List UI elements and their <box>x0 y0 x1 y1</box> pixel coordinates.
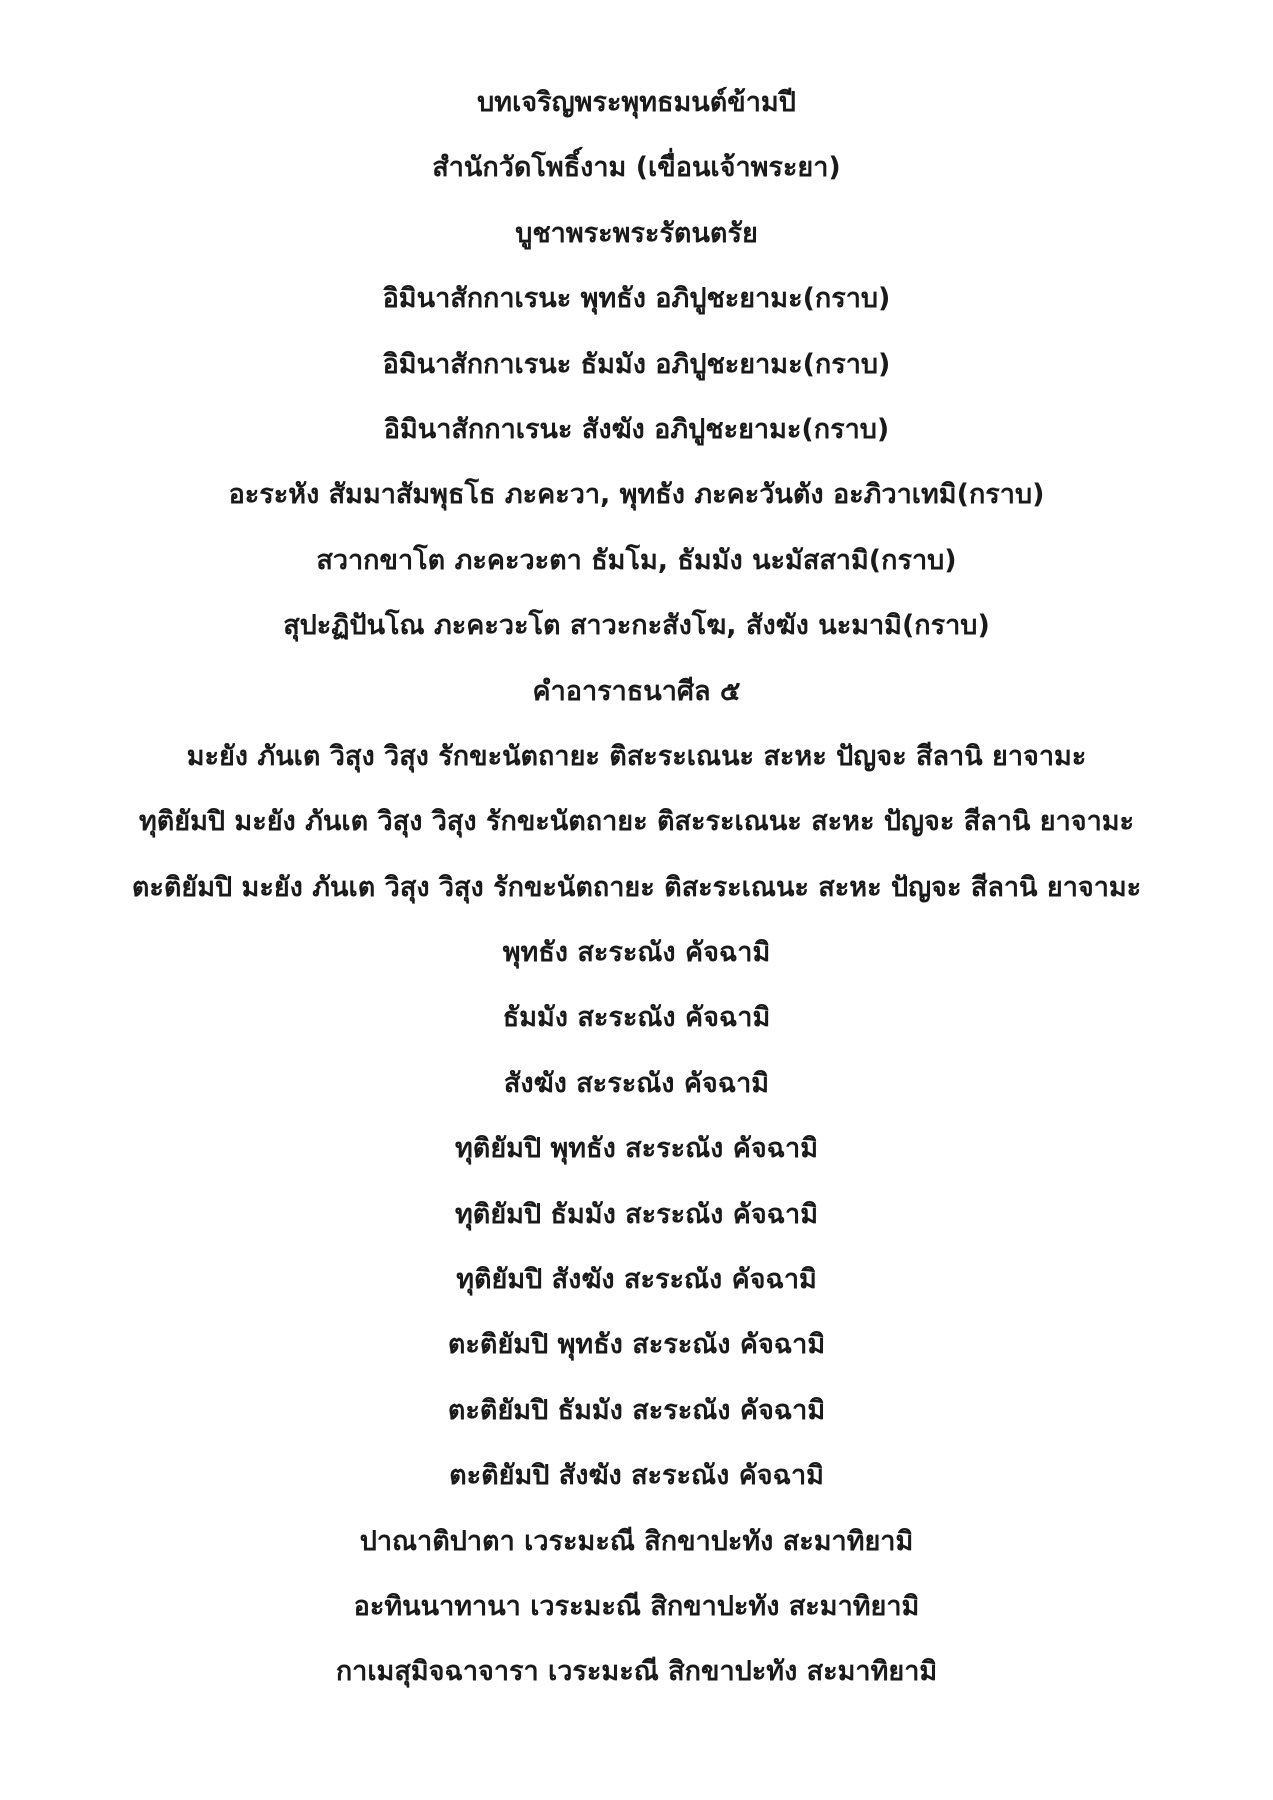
text-line: ทุติยัมปิ สังฆัง สะระณัง คัจฉามิ <box>456 1264 817 1296</box>
text-line: ทุติยัมปิ พุทธัง สะระณัง คัจฉามิ <box>455 1133 818 1165</box>
text-line: ปาณาติปาตา เวระมะณี สิกขาปะทัง สะมาทิยามิ <box>359 1525 914 1557</box>
text-line: อะทินนาทานา เวระมะณี สิกขาปะทัง สะมาทิยามิ <box>353 1590 920 1622</box>
text-line: ตะติยัมปิ ธัมมัง สะระณัง คัจฉามิ <box>447 1394 826 1426</box>
text-line: ทุติยัมปิ ธัมมัง สะระณัง คัจฉามิ <box>455 1198 818 1230</box>
text-line: ทุติยัมปิ มะยัง ภันเต วิสุง วิสุง รักขะนัตถายะ ติสะระเณนะ สะหะ ปัญจะ สีลานิ ยาจามะ <box>138 806 1135 838</box>
text-line: อิมินาสักกาเรนะ สังฆัง อภิปูชะยามะ(กราบ) <box>383 413 890 445</box>
text-line: ตะติยัมปิ สังฆัง สะระณัง คัจฉามิ <box>449 1460 824 1492</box>
chant-text <box>0 78 1273 1713</box>
section-heading: บูชาพระพระรัตนตรัย <box>515 217 758 249</box>
document-subtitle: สำนักวัดโพธิ์งาม (เขื่อนเจ้าพระยา) <box>432 152 841 184</box>
text-line: อิมินาสักกาเรนะ ธัมมัง อภิปูชะยามะ(กราบ) <box>382 348 891 380</box>
text-line: พุทธัง สะระณัง คัจฉามิ <box>502 937 771 969</box>
text-line: กาเมสุมิจฉาจารา เวระมะณี สิกขาปะทัง สะมาทิยามิ <box>335 1656 938 1688</box>
text-line: ตะติยัมปิ มะยัง ภันเต วิสุง วิสุง รักขะนัตถายะ ติสะระเณนะ สะหะ ปัญจะ สีลานิ ยาจามะ <box>131 871 1142 903</box>
text-line: อะระหัง สัมมาสัมพุธโธ ภะคะวา, พุทธัง ภะคะวันตัง อะภิวาเทมิ(กราบ) <box>228 479 1045 511</box>
text-line: มะยัง ภันเต วิสุง วิสุง รักขะนัตถายะ ติสะระเณนะ สะหะ ปัญจะ สีลานิ ยาจามะ <box>186 740 1087 772</box>
text-line: สังฆัง สะระณัง คัจฉามิ <box>503 1067 770 1099</box>
text-line: ธัมมัง สะระณัง คัจฉามิ <box>502 1002 771 1034</box>
text-line: อิมินาสักกาเรนะ พุทธัง อภิปูชะยามะ(กราบ) <box>382 283 891 315</box>
text-line: ตะติยัมปิ พุทธัง สะระณัง คัจฉามิ <box>447 1329 826 1361</box>
text-line: สุปะฏิปันโณ ภะคะวะโต สาวะกะสังโฆ, สังฆัง นะมามิ(กราบ) <box>283 610 990 642</box>
section-heading: คำอาราธนาศีล ๕ <box>532 675 741 707</box>
document-title: บทเจริญพระพุทธมนต์ข้ามปี <box>477 87 796 118</box>
text-line: สวากขาโต ภะคะวะตา ธัมโม, ธัมมัง นะมัสสามิ(กราบ) <box>316 544 957 576</box>
